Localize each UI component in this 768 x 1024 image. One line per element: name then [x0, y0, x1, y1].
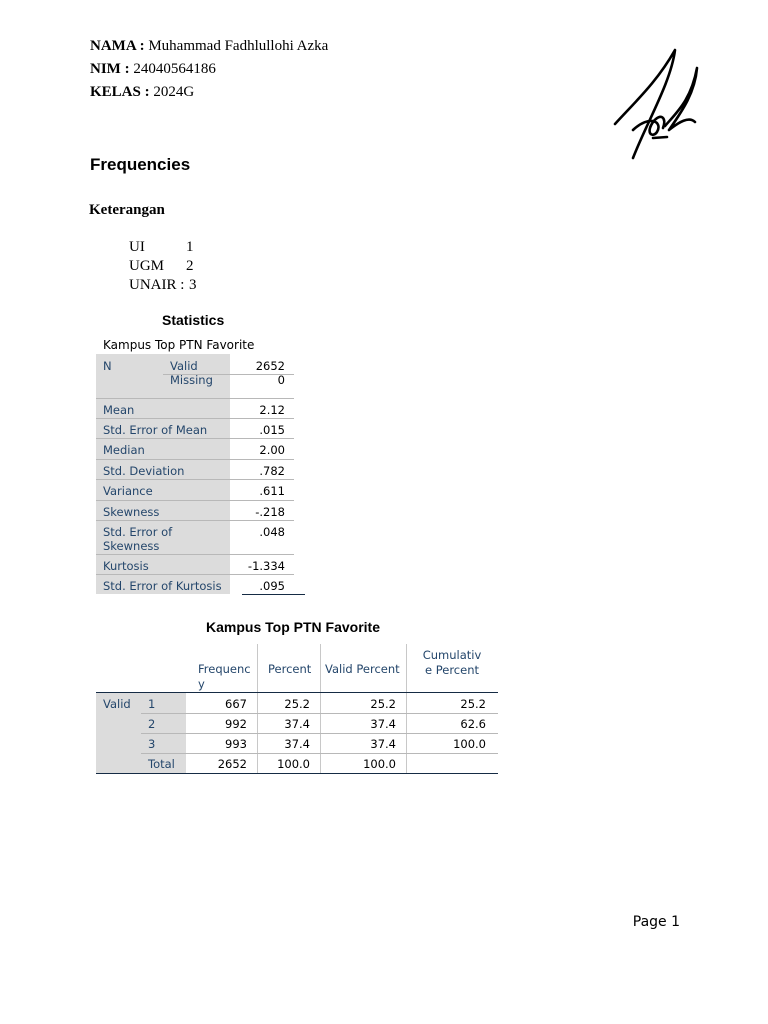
- n-label: N: [103, 359, 112, 373]
- kelas-label: KELAS :: [90, 84, 150, 100]
- column-separator: [320, 644, 321, 692]
- header-valid-percent: Valid Percent: [325, 662, 400, 676]
- divider: [96, 500, 294, 501]
- column-separator: [257, 644, 258, 692]
- stat-value: .048: [259, 525, 285, 539]
- cell-valid-percent: 100.0: [363, 757, 396, 771]
- kelas-value: 2024G: [153, 84, 195, 100]
- nim-label: NIM :: [90, 61, 130, 77]
- header-frequency: Frequency: [198, 662, 251, 691]
- stat-label: Std. Error of Mean: [103, 423, 208, 437]
- divider: [96, 459, 294, 460]
- cell-frequency: 2652: [217, 757, 247, 771]
- header-cumulative-percent: Cumulative Percent: [422, 648, 482, 677]
- cell-frequency: 667: [225, 697, 247, 711]
- name-label: NAMA :: [90, 38, 145, 54]
- section-title: Frequencies: [90, 155, 191, 174]
- divider: [96, 554, 294, 555]
- cell-cumulative-percent: 100.0: [453, 737, 486, 751]
- cell-cumulative-percent: 25.2: [460, 697, 486, 711]
- nim-line: [90, 58, 216, 81]
- stat-value: .782: [259, 464, 285, 478]
- stat-label: Skewness: [103, 505, 160, 519]
- signature-image: [605, 42, 710, 167]
- divider: [96, 398, 294, 399]
- stat-label: Std. Deviation: [103, 464, 185, 478]
- divider: [96, 418, 294, 419]
- row-label: 1: [148, 697, 156, 711]
- cell-valid-percent: 37.4: [370, 717, 396, 731]
- group-label-valid: Valid: [103, 697, 131, 711]
- divider: [141, 753, 498, 754]
- stat-label: Variance: [103, 484, 153, 498]
- stat-label: Kurtosis: [103, 559, 149, 573]
- frequency-table: [96, 644, 498, 776]
- row-label: Total: [148, 757, 175, 771]
- stat-value: .095: [259, 579, 285, 593]
- row-label: 2: [148, 717, 156, 731]
- legend-item: [129, 276, 249, 296]
- divider: [141, 713, 498, 714]
- table-bottom-border: [242, 594, 305, 595]
- cell-percent: 37.4: [284, 737, 310, 751]
- statistics-variable: Kampus Top PTN Favorite: [103, 338, 255, 352]
- missing-label: Missing: [170, 373, 213, 387]
- cell-frequency: 993: [225, 737, 247, 751]
- divider: [96, 479, 294, 480]
- cell-percent: 25.2: [284, 697, 310, 711]
- header-percent: Percent: [268, 662, 312, 676]
- legend-item: [129, 257, 249, 277]
- stat-value: .611: [259, 484, 285, 498]
- stat-value: -.218: [255, 505, 285, 519]
- legend-code: UI: [129, 239, 145, 255]
- legend-value: 2: [186, 258, 194, 274]
- statistics-title: Statistics: [162, 312, 225, 328]
- cell-valid-percent: 37.4: [370, 737, 396, 751]
- stat-value: 2.12: [259, 403, 285, 417]
- cell-cumulative-percent: 62.6: [460, 717, 486, 731]
- cell-percent: 37.4: [284, 717, 310, 731]
- keterangan-title: Keterangan: [89, 202, 165, 218]
- cell-frequency: 992: [225, 717, 247, 731]
- legend-value: 1: [186, 239, 194, 255]
- stat-value: .015: [259, 423, 285, 437]
- stat-label: Std. Error of Kurtosis: [103, 579, 222, 593]
- cell-percent: 100.0: [277, 757, 310, 771]
- legend-code: UNAIR :: [129, 277, 185, 293]
- table-bottom-border: [96, 773, 498, 774]
- kelas-line: [90, 81, 194, 104]
- page-number: Page 1: [632, 914, 680, 930]
- name-line: [90, 35, 328, 58]
- legend-item: [129, 238, 249, 258]
- legend-code: UGM: [129, 258, 165, 274]
- valid-label: Valid: [170, 359, 198, 373]
- frequency-table-title: Kampus Top PTN Favorite: [206, 619, 380, 635]
- divider: [96, 438, 294, 439]
- divider: [96, 574, 294, 575]
- divider: [141, 733, 498, 734]
- stat-label: Median: [103, 443, 145, 457]
- row-label: 3: [148, 737, 156, 751]
- nim-value: 24040564186: [133, 61, 216, 77]
- legend-value: 3: [189, 277, 197, 293]
- cell-valid-percent: 25.2: [370, 697, 396, 711]
- stat-label: Mean: [103, 403, 135, 417]
- column-separator: [406, 644, 407, 692]
- valid-value: 2652: [255, 359, 285, 373]
- stat-value: -1.334: [247, 559, 285, 573]
- statistics-table: [96, 354, 306, 594]
- stat-label: Std. Error of Skewness: [103, 525, 173, 553]
- name-value: Muhammad Fadhlullohi Azka: [148, 38, 329, 54]
- missing-value: 0: [277, 373, 285, 387]
- stat-value: 2.00: [259, 443, 285, 457]
- divider: [96, 520, 294, 521]
